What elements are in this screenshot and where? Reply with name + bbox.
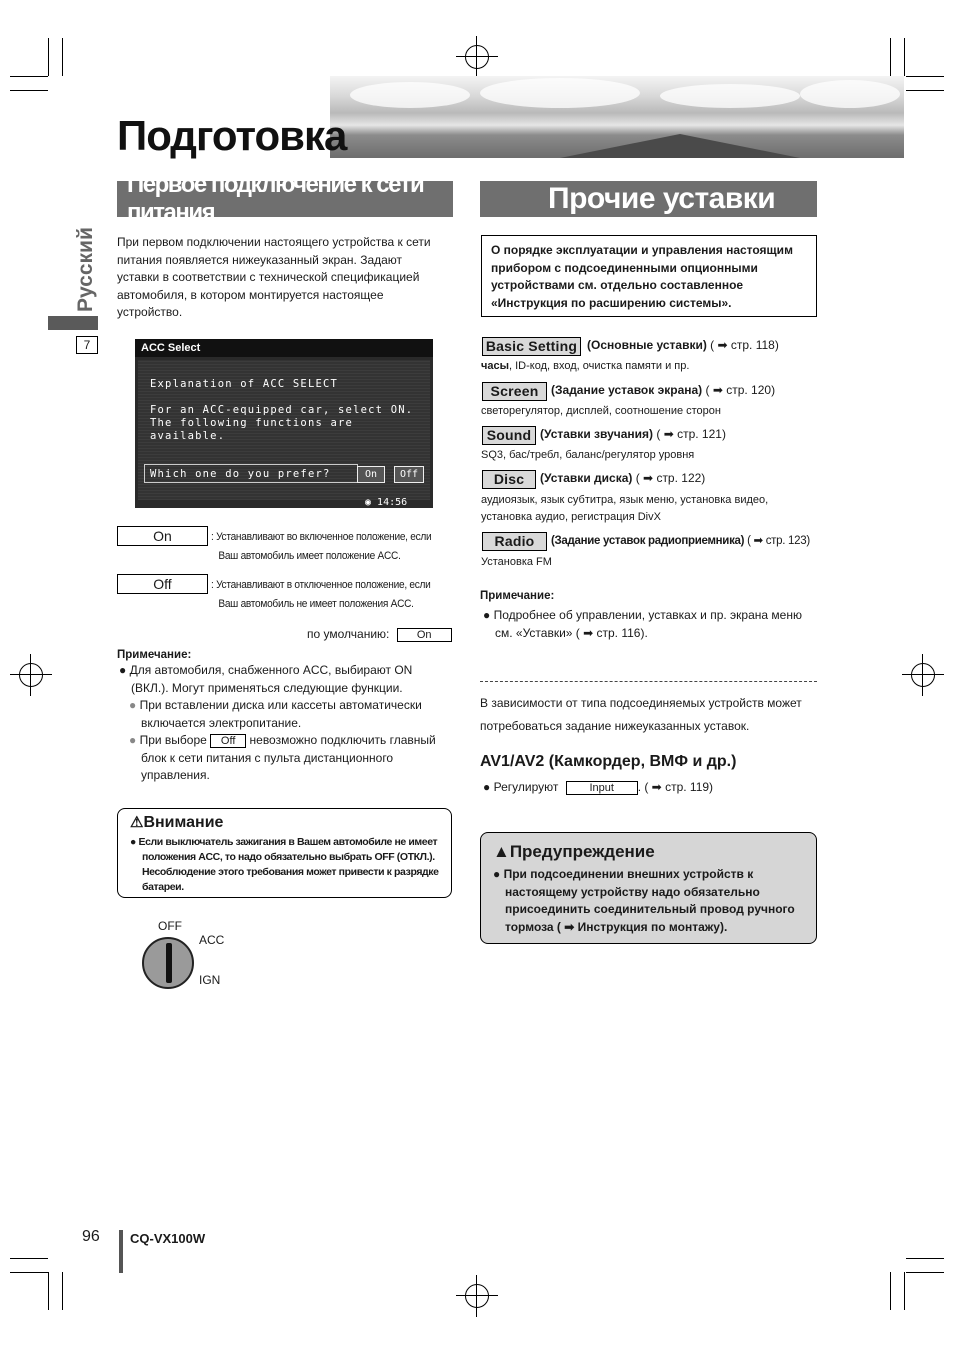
setting-desc-text: , ID-код, вход, очистка памяти и пр. xyxy=(509,360,690,372)
divider xyxy=(480,681,817,682)
default-value-box: On xyxy=(397,628,452,642)
bullet-icon: ● xyxy=(493,867,504,881)
depends-paragraph xyxy=(480,692,802,738)
setting-name: (Основные уставки) xyxy=(587,338,707,352)
warning-line: При подсоединении внешних устройств к xyxy=(503,867,754,881)
default-setting xyxy=(307,626,452,644)
note-line: Для автомобиля, снабженного ACC, выбирают ON xyxy=(129,663,413,677)
warning-box xyxy=(480,832,817,944)
note-line: При выборе xyxy=(139,733,207,747)
ignition-switch-icon xyxy=(142,937,194,989)
setting-desc: SQ3, бас/требл, баланс/регулятор уровня xyxy=(481,449,695,461)
option-on-box: On xyxy=(117,526,208,546)
bullet-icon: ● xyxy=(119,663,130,677)
intro-paragraph xyxy=(117,234,457,322)
intro-line: питания появляется нижеуказанный экран. Задают xyxy=(117,252,403,267)
warning-heading xyxy=(493,842,655,862)
basic-setting-tag[interactable]: Basic Setting xyxy=(482,337,581,356)
note-body xyxy=(119,662,459,785)
screen-on-button[interactable]: On xyxy=(357,466,385,483)
acc-select-screen xyxy=(135,339,433,508)
note-title: Примечание: xyxy=(480,590,555,602)
warning-body xyxy=(493,866,795,936)
side-tab-number: 7 xyxy=(76,336,98,354)
warning-triangle-icon: ▲ xyxy=(493,842,510,861)
bullet-icon: ● xyxy=(130,836,139,848)
crop-mark xyxy=(10,76,48,77)
off-inline-box: Off xyxy=(210,734,246,748)
screen-title: ACC Select xyxy=(135,339,433,357)
av-text: Регулируют xyxy=(493,780,559,794)
registration-mark-icon xyxy=(465,1284,489,1308)
screen-line: available. xyxy=(150,430,226,442)
crop-mark xyxy=(906,1258,944,1259)
info-line: устройствами см. отдельно составленное xyxy=(491,278,744,292)
setting-ref: ( ➡ стр. 118) xyxy=(710,338,779,352)
footer-bar xyxy=(119,1230,123,1273)
setting-name: (Уставки звучания) xyxy=(540,427,654,441)
crop-mark xyxy=(62,1272,63,1310)
screen-clock-value: 14:56 xyxy=(377,497,408,508)
caution-triangle-icon: ⚠ xyxy=(130,814,144,831)
crop-mark xyxy=(906,76,944,77)
intro-line: устройство. xyxy=(117,305,183,319)
crop-mark xyxy=(906,90,944,91)
setting-line xyxy=(540,427,726,441)
setting-ref: ( ➡ стр. 122) xyxy=(635,471,706,485)
setting-ref: ( ➡ стр. 121) xyxy=(656,427,726,441)
option-desc-line: Ваш автомобиль не имеет положения ACC. xyxy=(218,598,414,610)
screen-body xyxy=(138,360,430,500)
warning-line: настоящему устройству надо обязательно xyxy=(505,884,760,899)
option-off-desc xyxy=(211,576,431,614)
screen-clock xyxy=(365,497,407,508)
side-tab-block xyxy=(48,316,98,330)
note-body xyxy=(483,607,818,642)
option-desc-line: : Устанавливают во включенное положение, если xyxy=(211,531,432,543)
setting-desc: аудиоязык, язык субтитра, язык меню, установка видео, xyxy=(481,494,769,506)
info-line: «Инструкция по расширению системы». xyxy=(491,295,732,310)
default-label: по умолчанию: xyxy=(307,627,390,641)
input-inline-box: Input xyxy=(566,781,638,795)
crop-mark xyxy=(10,90,48,91)
setting-desc xyxy=(481,358,689,375)
sound-tag[interactable]: Sound xyxy=(482,426,536,445)
option-on-desc xyxy=(211,528,431,566)
setting-line xyxy=(551,533,810,547)
bullet-icon: ● xyxy=(483,608,494,622)
sub-bullet-icon: ● xyxy=(129,733,140,747)
note-line: невозможно подключить главный xyxy=(249,733,436,747)
av-instruction xyxy=(483,779,713,797)
intro-line: автомобиля, в котором монтируется настоящее xyxy=(117,287,384,302)
setting-name: (Задание уставок радиоприемника) xyxy=(551,535,745,547)
crop-mark xyxy=(10,1272,48,1273)
registration-mark-icon xyxy=(465,45,489,69)
crop-mark xyxy=(62,38,63,76)
disc-icon: ◉ xyxy=(365,497,378,508)
screen-question: Which one do you prefer? xyxy=(150,468,331,480)
language-tab xyxy=(74,228,104,314)
setting-line xyxy=(551,383,775,397)
crop-mark xyxy=(890,38,891,76)
section-title-other-settings: Прочие уставки xyxy=(480,181,817,217)
caution-box xyxy=(117,808,452,898)
screen-tag[interactable]: Screen xyxy=(482,382,547,401)
screen-heading: Explanation of ACC SELECT xyxy=(150,378,339,390)
setting-desc-bold: часы xyxy=(481,360,510,372)
option-desc-line: Ваш автомобиль имеет положение ACC. xyxy=(218,550,401,562)
av-ref: . ( ➡ стр. 119) xyxy=(637,780,714,794)
header-road-photo xyxy=(330,76,904,158)
note-line: включается электропитание. xyxy=(141,715,302,730)
switch-acc-label: ACC xyxy=(199,933,225,947)
setting-line xyxy=(540,471,705,485)
switch-ign-label: IGN xyxy=(199,973,221,987)
screen-off-button[interactable]: Off xyxy=(394,466,424,483)
setting-desc: Установка FM xyxy=(481,556,552,568)
caution-line: Несоблюдение этого требования может привести к разрядке xyxy=(142,866,439,878)
setting-line xyxy=(587,338,779,352)
caution-line: батареи. xyxy=(142,881,184,893)
disc-tag[interactable]: Disc xyxy=(482,470,536,489)
option-off-box: Off xyxy=(117,574,208,594)
note-line: При вставлении диска или кассеты автоматически xyxy=(139,698,422,712)
intro-line: уставки в соответствии с технической спецификацией xyxy=(117,270,420,284)
crop-mark xyxy=(48,38,49,76)
registration-mark-icon xyxy=(911,663,935,687)
info-line: прибором с подсоединенными опционными xyxy=(491,260,758,275)
intro-line: При первом подключении настоящего устройства к сети xyxy=(117,235,431,249)
note-line: Подробнее об управлении, уставках и пр. экрана меню xyxy=(493,608,802,622)
caution-title: Внимание xyxy=(143,814,224,831)
registration-mark-icon xyxy=(19,663,43,687)
switch-off-label: OFF xyxy=(158,919,182,933)
crop-mark xyxy=(906,1272,944,1273)
caution-line: Если выключатель зажигания в Вашем автомобиле не имеет xyxy=(138,836,438,848)
setting-ref: ( ➡ стр. 120) xyxy=(705,383,776,397)
warning-title: Предупреждение xyxy=(509,842,655,861)
info-line: О порядке эксплуатации и управления настоящим xyxy=(491,243,793,257)
crop-mark xyxy=(904,38,905,76)
setting-desc: установка аудио, регистрация DivX xyxy=(481,511,661,523)
note-line: см. «Уставки» ( ➡ стр. 116). xyxy=(495,625,648,640)
bullet-icon: ● xyxy=(483,780,494,794)
depends-line: В зависимости от типа подсоединяемых устройств может xyxy=(480,696,802,710)
warning-line: тормоза ( ➡ Инструкция по монтажу). xyxy=(505,919,728,934)
caution-line: положения ACC, то надо обязательно выбрать OFF (ОТКЛ.). xyxy=(142,851,435,863)
depends-line: потребоваться задание нижеуказанных уставок. xyxy=(480,719,750,733)
page-number: 96 xyxy=(82,1228,100,1245)
note-line: блок к сети питания с пульта дистанционного xyxy=(141,750,394,765)
setting-name: (Задание уставок экрана) xyxy=(551,383,703,397)
setting-ref: ( ➡ стр. 123) xyxy=(747,535,810,547)
note-line: управления. xyxy=(141,768,210,782)
info-box xyxy=(481,235,817,317)
sub-bullet-icon: ● xyxy=(129,698,140,712)
option-desc-line: : Устанавливают в отключенное положение, если xyxy=(211,579,431,591)
crop-mark xyxy=(904,1272,905,1310)
radio-tag[interactable]: Radio xyxy=(482,532,547,551)
caution-body xyxy=(130,835,439,895)
setting-name: (Уставки диска) xyxy=(540,471,633,485)
av-heading: AV1/AV2 (Камкордер, ВМФ и др.) xyxy=(480,753,737,770)
caution-heading xyxy=(130,813,223,832)
crop-mark xyxy=(10,1258,48,1259)
warning-line: присоединить соединительный провод ручного xyxy=(505,902,795,916)
crop-mark xyxy=(890,1272,891,1310)
screen-line: The following functions are xyxy=(150,417,354,429)
screen-line: For an ACC-equipped car, select ON. xyxy=(150,404,414,416)
crop-mark xyxy=(48,1272,49,1310)
page-title: Подготовка xyxy=(117,112,347,159)
section-title-power: Первое подключение к сети питания xyxy=(117,181,453,217)
model-name: CQ-VX100W xyxy=(130,1231,206,1246)
note-line: (ВКЛ.). Могут применяться следующие функции. xyxy=(131,680,403,695)
note-title: Примечание: xyxy=(117,649,192,661)
setting-desc: светорегулятор, дисплей, соотношение сторон xyxy=(481,405,721,417)
language-label: Русский xyxy=(74,227,97,312)
